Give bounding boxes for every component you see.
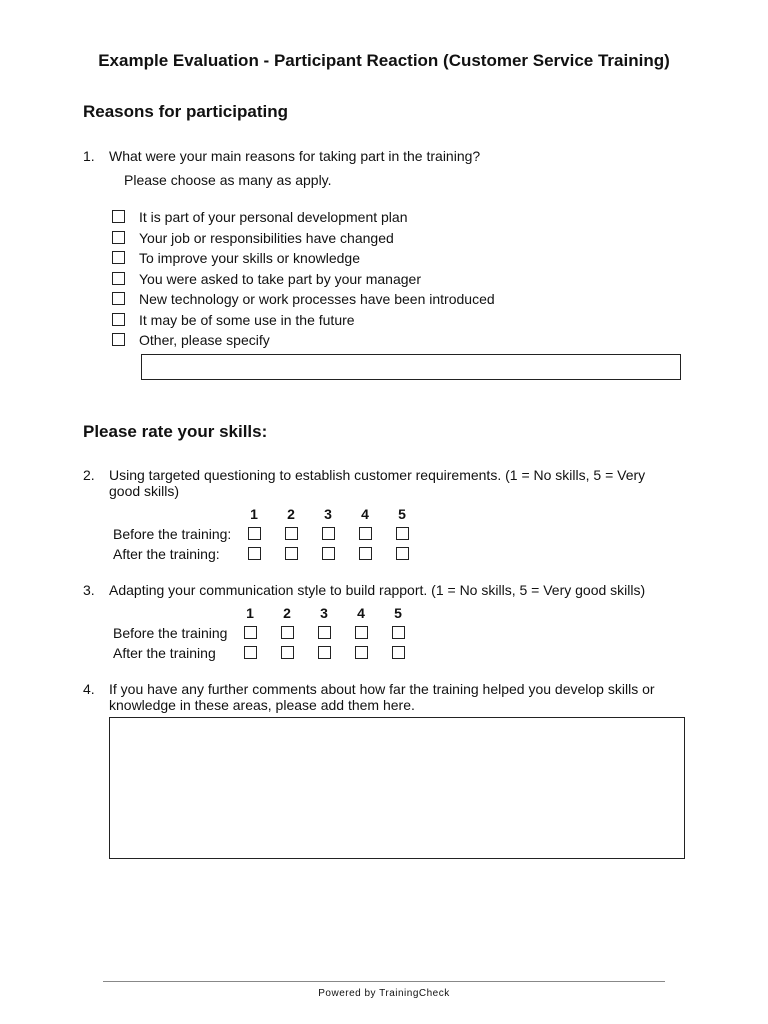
rating-checkbox[interactable] bbox=[322, 547, 335, 560]
rating-checkbox[interactable] bbox=[318, 626, 331, 639]
rating-checkbox[interactable] bbox=[322, 527, 335, 540]
option-label: To improve your skills or knowledge bbox=[139, 250, 360, 266]
scale-label: 2 bbox=[287, 506, 295, 522]
rating-row-label: Before the training bbox=[113, 625, 228, 641]
checkbox[interactable] bbox=[112, 313, 125, 326]
rating-checkbox[interactable] bbox=[396, 547, 409, 560]
other-specify-input[interactable] bbox=[141, 354, 681, 380]
question-3-number: 3. bbox=[83, 582, 95, 598]
rating-row-label: After the training bbox=[113, 645, 216, 661]
footer-divider bbox=[103, 981, 665, 982]
footer-text: Powered by TrainingCheck bbox=[318, 988, 450, 999]
rating-checkbox[interactable] bbox=[244, 646, 257, 659]
section-heading-rate-skills: Please rate your skills: bbox=[83, 422, 268, 441]
option-label: Other, please specify bbox=[139, 332, 270, 348]
rating-checkbox[interactable] bbox=[359, 527, 372, 540]
scale-label: 5 bbox=[398, 506, 406, 522]
question-2-text: Using targeted questioning to establish customer requirements. (1 = No skills, 5 = Very good skills) bbox=[109, 467, 646, 499]
option-label: It is part of your personal development plan bbox=[139, 209, 408, 225]
rating-checkbox[interactable] bbox=[244, 626, 257, 639]
checkbox[interactable] bbox=[112, 251, 125, 264]
rating-checkbox[interactable] bbox=[248, 527, 261, 540]
checkbox[interactable] bbox=[112, 333, 125, 346]
rating-checkbox[interactable] bbox=[318, 646, 331, 659]
rating-checkbox[interactable] bbox=[392, 646, 405, 659]
option-label: You were asked to take part by your manager bbox=[139, 271, 421, 287]
option-label: It may be of some use in the future bbox=[139, 312, 355, 328]
question-2-number: 2. bbox=[83, 467, 95, 483]
scale-label: 3 bbox=[324, 506, 332, 522]
rating-checkbox[interactable] bbox=[281, 626, 294, 639]
question-1-text: What were your main reasons for taking part in the training? bbox=[109, 148, 481, 164]
checkbox[interactable] bbox=[112, 231, 125, 244]
scale-label: 4 bbox=[361, 506, 369, 522]
scale-label: 3 bbox=[320, 605, 328, 621]
option-label: Your job or responsibilities have changed bbox=[139, 230, 394, 246]
scale-label: 4 bbox=[357, 605, 365, 621]
checkbox[interactable] bbox=[112, 292, 125, 305]
scale-label: 2 bbox=[283, 605, 291, 621]
section-heading-reasons: Reasons for participating bbox=[83, 102, 288, 121]
checkbox[interactable] bbox=[112, 210, 125, 223]
option-label: New technology or work processes have been introduced bbox=[139, 291, 495, 307]
rating-checkbox[interactable] bbox=[359, 547, 372, 560]
rating-row-label: After the training: bbox=[113, 546, 220, 562]
rating-checkbox[interactable] bbox=[248, 547, 261, 560]
scale-label: 5 bbox=[394, 605, 402, 621]
question-4-text: If you have any further comments about how far the training helped you develop skills or knowledge in these areas, please add them here. bbox=[109, 681, 655, 713]
scale-label: 1 bbox=[250, 506, 258, 522]
question-1-instruction: Please choose as many as apply. bbox=[124, 172, 332, 188]
rating-checkbox[interactable] bbox=[285, 527, 298, 540]
rating-checkbox[interactable] bbox=[285, 547, 298, 560]
question-3-text: Adapting your communication style to build rapport. (1 = No skills, 5 = Very good skills) bbox=[109, 582, 646, 598]
comments-textarea[interactable] bbox=[109, 717, 685, 859]
checkbox[interactable] bbox=[112, 272, 125, 285]
rating-checkbox[interactable] bbox=[392, 626, 405, 639]
page-title: Example Evaluation - Participant Reaction (Customer Service Training) bbox=[98, 51, 670, 70]
question-4-number: 4. bbox=[83, 681, 95, 697]
rating-checkbox[interactable] bbox=[281, 646, 294, 659]
rating-checkbox[interactable] bbox=[355, 646, 368, 659]
question-1-number: 1. bbox=[83, 148, 95, 164]
rating-checkbox[interactable] bbox=[396, 527, 409, 540]
scale-label: 1 bbox=[246, 605, 254, 621]
rating-row-label: Before the training: bbox=[113, 526, 232, 542]
rating-checkbox[interactable] bbox=[355, 626, 368, 639]
